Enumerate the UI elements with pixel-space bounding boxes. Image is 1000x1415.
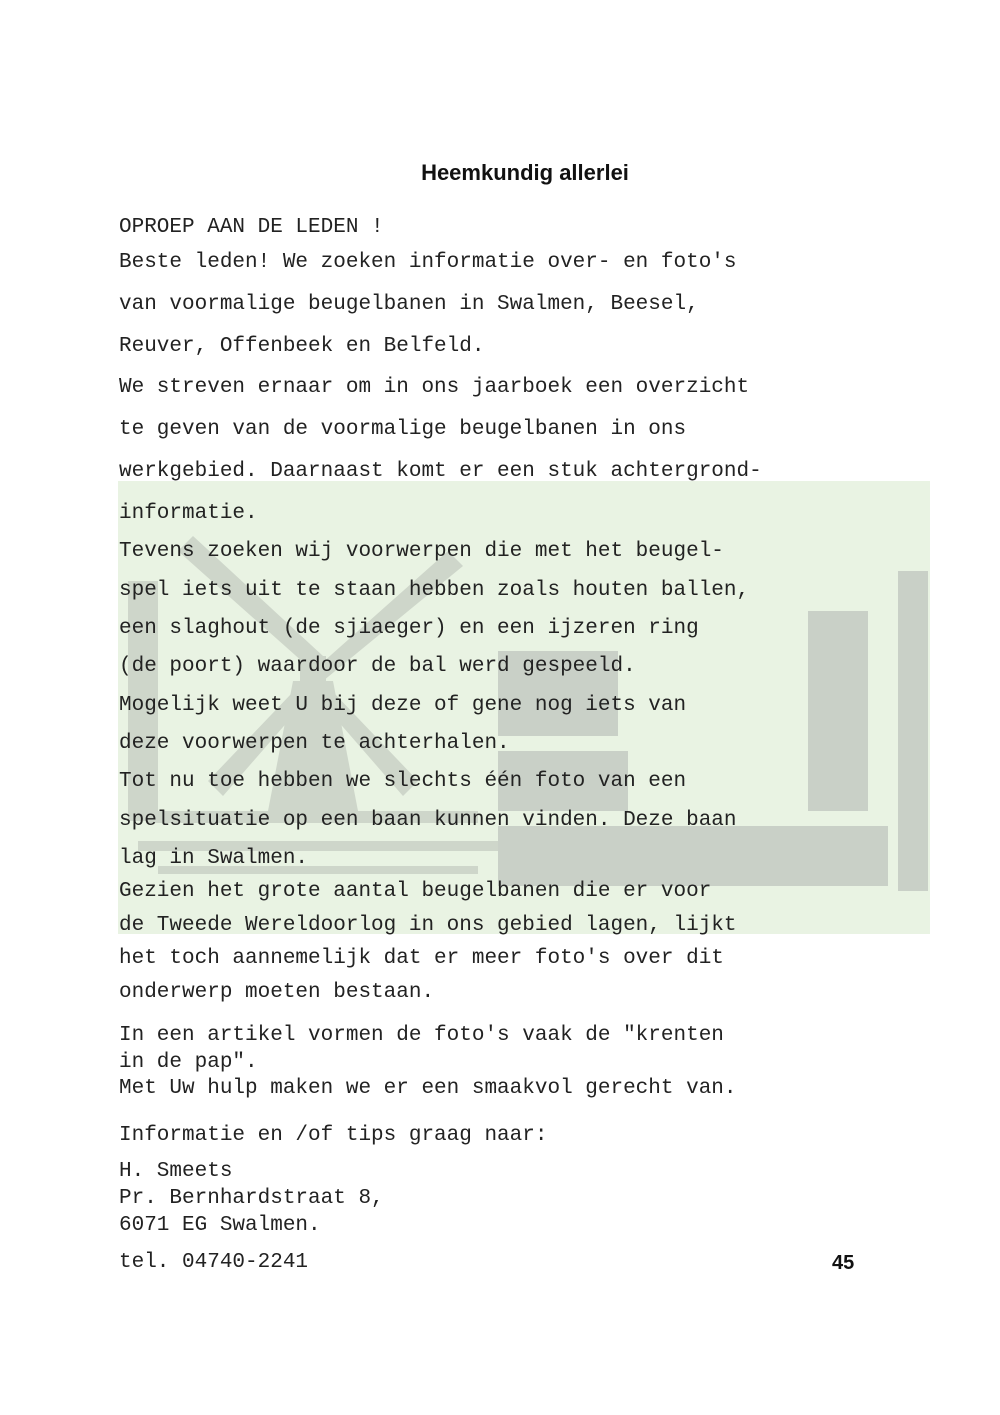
text-line: lag in Swalmen. [119, 847, 309, 870]
text-line: In een artikel vormen de foto's vaak de "krenten [119, 1024, 724, 1047]
text-line: Met Uw hulp maken we er een smaakvol gerecht van. [119, 1077, 737, 1100]
text-line: deze voorwerpen te achterhalen. [119, 732, 510, 755]
text-line: van voormalige beugelbanen in Swalmen, Beesel, [119, 293, 699, 316]
text-line: Beste leden! We zoeken informatie over- en foto's [119, 251, 737, 274]
text-line: Gezien het grote aantal beugelbanen die er voor [119, 880, 712, 903]
text-line: We streven ernaar om in ons jaarboek een overzicht [119, 376, 750, 399]
text-line: het toch aannemelijk dat er meer foto's over dit [119, 947, 724, 970]
text-line: Tot nu toe hebben we slechts één foto van een [119, 770, 687, 793]
text-line: werkgebied. Daarnaast komt er een stuk achtergrond- [119, 460, 762, 483]
text-line: de Tweede Wereldoorlog in ons gebied lagen, lijkt [119, 914, 737, 937]
text-line: Tevens zoeken wij voorwerpen die met het beugel- [119, 540, 724, 563]
text-line: 6071 EG Swalmen. [119, 1214, 321, 1237]
text-line: een slaghout (de sjiaeger) en een ijzeren ring [119, 617, 699, 640]
text-line: (de poort) waardoor de bal werd gespeeld. [119, 655, 636, 678]
text-line: tel. 04740-2241 [119, 1251, 309, 1274]
text-line: informatie. [119, 502, 258, 525]
text-line: spel iets uit te staan hebben zoals houten ballen, [119, 579, 750, 602]
text-line: Reuver, Offenbeek en Belfeld. [119, 335, 485, 358]
text-line: onderwerp moeten bestaan. [119, 981, 435, 1004]
text-line: te geven van de voormalige beugelbanen in ons [119, 418, 687, 441]
text-line: OPROEP AAN DE LEDEN ! [119, 216, 384, 239]
page-number: 45 [832, 1252, 855, 1274]
page-title: Heemkundig allerlei [421, 160, 629, 185]
text-line: in de pap". [119, 1051, 258, 1074]
text-line: Pr. Bernhardstraat 8, [119, 1187, 384, 1210]
text-line: H. Smeets [119, 1160, 233, 1183]
text-line: Informatie en /of tips graag naar: [119, 1124, 548, 1147]
text-line: spelsituatie op een baan kunnen vinden. Deze baan [119, 809, 737, 832]
text-line: Mogelijk weet U bij deze of gene nog iets van [119, 694, 687, 717]
